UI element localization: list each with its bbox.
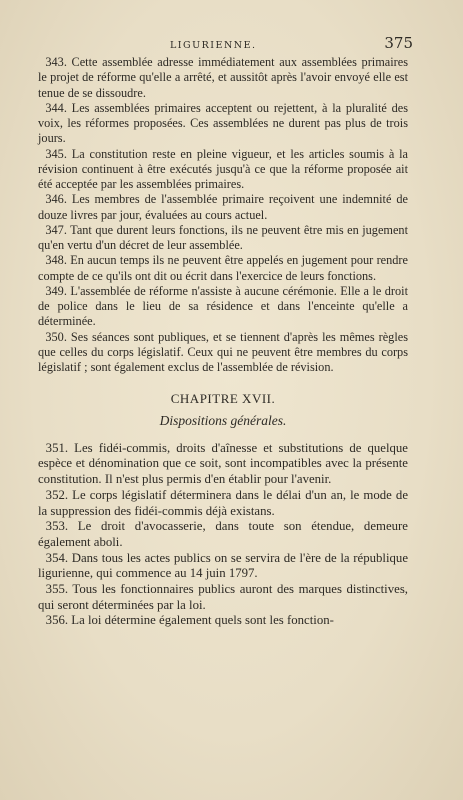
article-352: 352. Le corps législatif déterminera dans le délai d'un an, le mode de la suppression des fidéi-commis déjà existans.	[38, 487, 408, 518]
article-353: 353. Le droit d'avocasserie, dans toute son étendue, demeure également aboli.	[38, 519, 408, 549]
running-title: LIGURIENNE.	[170, 40, 257, 51]
article-345: 345. La constitution reste en pleine vigueur, et les articles soumis à la révision continuent à être exécutés jusqu'à ce que la réforme proposée ait été acceptée par les assemblées primaires.	[38, 146, 408, 191]
article-344: 344. Les assemblées primaires acceptent ou rejettent, à la pluralité des voix, les réformes proposées. Ces assemblées ne durent pas plus de trois jours.	[38, 100, 408, 146]
article-346: 346. Les membres de l'assemblée primaire reçoivent une indemnité de douze livres par jour, évaluées au cours actuel.	[38, 192, 408, 222]
article-356: 356. La loi détermine également quels sont les fonction-	[45, 613, 334, 628]
page-number: 375	[384, 34, 413, 52]
article-349: 349. L'assemblée de réforme n'assiste à aucune cérémonie. Elle a le droit de police dans le lieu de sa résidence et dans l'enceinte qu'elle a déterminée.	[38, 283, 408, 329]
article-348: 348. En aucun temps ils ne peuvent être appelés en jugement pour rendre compte de ce qu'ils ont dit ou écrit dans l'exercice de leurs fonctions.	[38, 253, 408, 283]
chapter-body	[38, 441, 408, 629]
article-347: 347. Tant que durent leurs fonctions, ils ne peuvent être mis en jugement qu'en vertu d'un décret de leur assemblée.	[38, 222, 408, 252]
article-355: 355. Tous les fonctionnaires publics auront des marques distinctives, qui seront déterminées par la loi.	[38, 582, 408, 612]
article-350: 350. Ses séances sont publiques, et se tiennent d'après les mêmes règles que celles du corps législatif. Ceux qui ne peuvent être membres du corps législatif ; sont également exclus de l'assemblée de révision.	[38, 329, 408, 374]
article-351: 351. Les fidéi-commis, droits d'aînesse et substitutions de quelque espèce et dénomination que ce soit, sont incompatibles avec la présente constitution. Il n'est plus permis d'en établir pour l'avenir.	[38, 440, 408, 487]
article-354: 354. Dans tous les actes publics on se servira de l'ère de la république ligurienne, qui commence au 14 juin 1797.	[38, 550, 408, 581]
page-body	[38, 55, 408, 629]
chapter-subtitle: Dispositions générales.	[159, 412, 287, 428]
chapter-heading: CHAPITRE XVII.	[170, 391, 276, 407]
article-343: 343. Cette assemblée adresse immédiatement aux assemblées primaires le projet de réforme qu'elle a arrêté, et aussitôt après l'avoir envoyé elle est tenue de se dissoudre.	[38, 55, 408, 100]
